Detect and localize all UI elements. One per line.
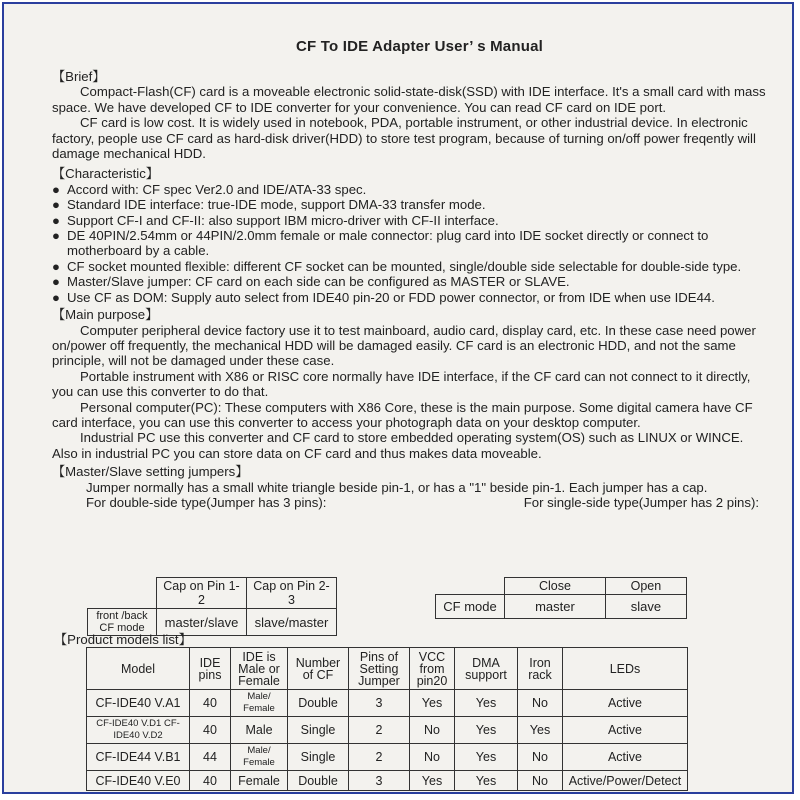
table-header: DMA support [455, 648, 518, 690]
table-header: Cap on Pin 2-3 [247, 578, 337, 609]
table-cell: Male/ Female [231, 690, 288, 717]
purpose-paragraph-2: Portable instrument with X86 or RISC core normally have IDE interface, if the CF card can not connect to it directly, you can use this converter to do that. [52, 368, 751, 400]
table-row [436, 578, 687, 595]
double-side-jumper-table [87, 577, 337, 636]
table-cell: master [505, 595, 606, 619]
table-cell: master/slave [157, 609, 247, 636]
table-cell: 40 [190, 690, 231, 717]
bullet-icon: ● [52, 258, 60, 274]
bullet-icon: ● [52, 274, 60, 290]
purpose-paragraph-1: Computer peripheral device factory use it to test mainboard, audio card, display card, etc. In these case need power on/power off frequently, the mechanical HDD will be damaged easily. CF card is an electronic HDD, and not the same principle, will not be damaged under these case. [52, 322, 756, 369]
list-item: ● CF socket mounted flexible: different CF socket can be mounted, single/double side selectable for double-side type. [52, 258, 742, 274]
table-row [87, 690, 688, 717]
table-header: Iron rack [518, 648, 563, 690]
table-cell: Double [288, 771, 349, 791]
table-cell: 2 [349, 717, 410, 744]
characteristic-heading: 【Characteristic】 [52, 166, 159, 182]
list-item: ● Support CF-I and CF-II: also support IBM micro-driver with CF-II interface. [52, 212, 499, 228]
purpose-paragraph-4: Industrial PC use this converter and CF card to store embedded operating system(OS) such as LINUX or WINCE. Also in industrial PC you can store data on CF card and thus makes data moveable. [52, 430, 744, 461]
table-cell: Single [288, 744, 349, 771]
table-header: IDE is Male or Female [231, 648, 288, 690]
page-title: CF To IDE Adapter User’ s Manual [295, 38, 543, 55]
table-cell: Double [288, 690, 349, 717]
table-header: Close [505, 578, 606, 595]
jumper-type-labels [52, 495, 767, 510]
table-cell: Male [231, 717, 288, 744]
table-cell: CF-IDE40 V.E0 [87, 771, 190, 791]
table-header: Number of CF [288, 648, 349, 690]
table-cell: No [410, 717, 455, 744]
table-cell: Yes [410, 690, 455, 717]
table-cell: Active [563, 717, 688, 744]
table-cell: 2 [349, 744, 410, 771]
bullet-icon: ● [52, 289, 60, 305]
double-side-label: For double-side type(Jumper has 3 pins): [86, 494, 327, 510]
brief-paragraph-2: CF card is low cost. It is widely used in notebook, PDA, portable instrument, or other industrial device. In electronic factory, people use CF card as hard-disk driver(HDD) to store test program, because of turning on/off power freqently will damage mechanical HDD. [52, 115, 756, 162]
table-header: VCC from pin20 [410, 648, 455, 690]
characteristic-list [52, 182, 767, 305]
table-cell: 40 [190, 717, 231, 744]
table-row [87, 717, 688, 744]
list-item: ● Standard IDE interface: true-IDE mode, support DMA-33 transfer mode. [52, 197, 486, 213]
table-cell: CF mode [436, 595, 505, 619]
table-cell: 3 [349, 771, 410, 791]
bullet-icon: ● [52, 197, 60, 213]
bullet-icon: ● [52, 181, 60, 197]
table-cell: Female [231, 771, 288, 791]
table-cell: Yes [455, 744, 518, 771]
product-models-table [86, 647, 688, 791]
table-cell: CF-IDE40 V.D1 CF-IDE40 V.D2 [87, 717, 190, 744]
table-cell: Male/ Female [231, 744, 288, 771]
main-purpose-heading: 【Main purpose】 [52, 307, 159, 323]
table-row [87, 744, 688, 771]
single-side-label: For single-side type(Jumper has 2 pins): [523, 494, 759, 510]
list-item: ● Master/Slave jumper: CF card on each side can be configured as MASTER or SLAVE. [52, 274, 570, 290]
table-header: Pins of Setting Jumper [349, 648, 410, 690]
table-cell: Yes [455, 771, 518, 791]
table-cell: Active/Power/Detect [563, 771, 688, 791]
brief-paragraph-1: Compact-Flash(CF) card is a moveable electronic solid-state-disk(SSD) with IDE interface. It's a small card with mass space. We have developed CF to IDE converter for your convenience. You can read CF card on IDE port. [52, 84, 766, 115]
table-header: Open [605, 578, 686, 595]
table-row [87, 771, 688, 791]
table-cell: No [410, 744, 455, 771]
table-cell: slave [605, 595, 686, 619]
table-cell: slave/master [247, 609, 337, 636]
manual-page [52, 34, 767, 510]
models-heading: 【Product models list】 [54, 632, 192, 647]
table-cell: Yes [518, 717, 563, 744]
list-item: ● Use CF as DOM: Supply auto select from IDE40 pin-20 or FDD power connector, or from IDE when use IDE44. [52, 289, 715, 305]
table-header: LEDs [563, 648, 688, 690]
table-cell: Single [288, 717, 349, 744]
table-cell: 3 [349, 690, 410, 717]
table-cell: front /back CF mode [88, 609, 157, 636]
jumpers-intro: Jumper normally has a small white triangle beside pin-1, or has a "1" beside pin-1. Each jumper has a cap. [86, 479, 708, 495]
table-cell: Yes [455, 690, 518, 717]
table-row [87, 648, 688, 690]
table-cell: CF-IDE44 V.B1 [87, 744, 190, 771]
table-cell: Yes [410, 771, 455, 791]
page-frame [2, 2, 794, 794]
table-cell: No [518, 690, 563, 717]
bullet-icon: ● [52, 212, 60, 228]
single-side-jumper-table [435, 577, 687, 619]
table-row [436, 595, 687, 619]
table-row [88, 578, 337, 609]
table-cell: Active [563, 690, 688, 717]
table-cell: No [518, 771, 563, 791]
table-cell: Yes [455, 717, 518, 744]
jumpers-heading: 【Master/Slave setting jumpers】 [52, 464, 249, 480]
list-item: ● Accord with: CF spec Ver2.0 and IDE/ATA-33 spec. [52, 181, 367, 197]
table-cell: Active [563, 744, 688, 771]
brief-heading: 【Brief】 [52, 69, 106, 84]
table-header: Cap on Pin 1-2 [157, 578, 247, 609]
purpose-paragraph-3: Personal computer(PC): These computers with X86 Core, these is the main purpose. Some digital camera have CF card interface, you can use this converter to access your photograph data on your desktop computer. [52, 399, 753, 430]
bullet-icon: ● [52, 228, 60, 244]
table-header: IDE pins [190, 648, 231, 690]
list-item: ● DE 40PIN/2.54mm or 44PIN/2.0mm female or male connector: plug card into IDE socket directly or connect to motherboard by a cable. [52, 228, 709, 259]
table-cell: 44 [190, 744, 231, 771]
table-cell: 40 [190, 771, 231, 791]
table-header: Model [87, 648, 190, 690]
table-cell: CF-IDE40 V.A1 [87, 690, 190, 717]
table-cell: No [518, 744, 563, 771]
